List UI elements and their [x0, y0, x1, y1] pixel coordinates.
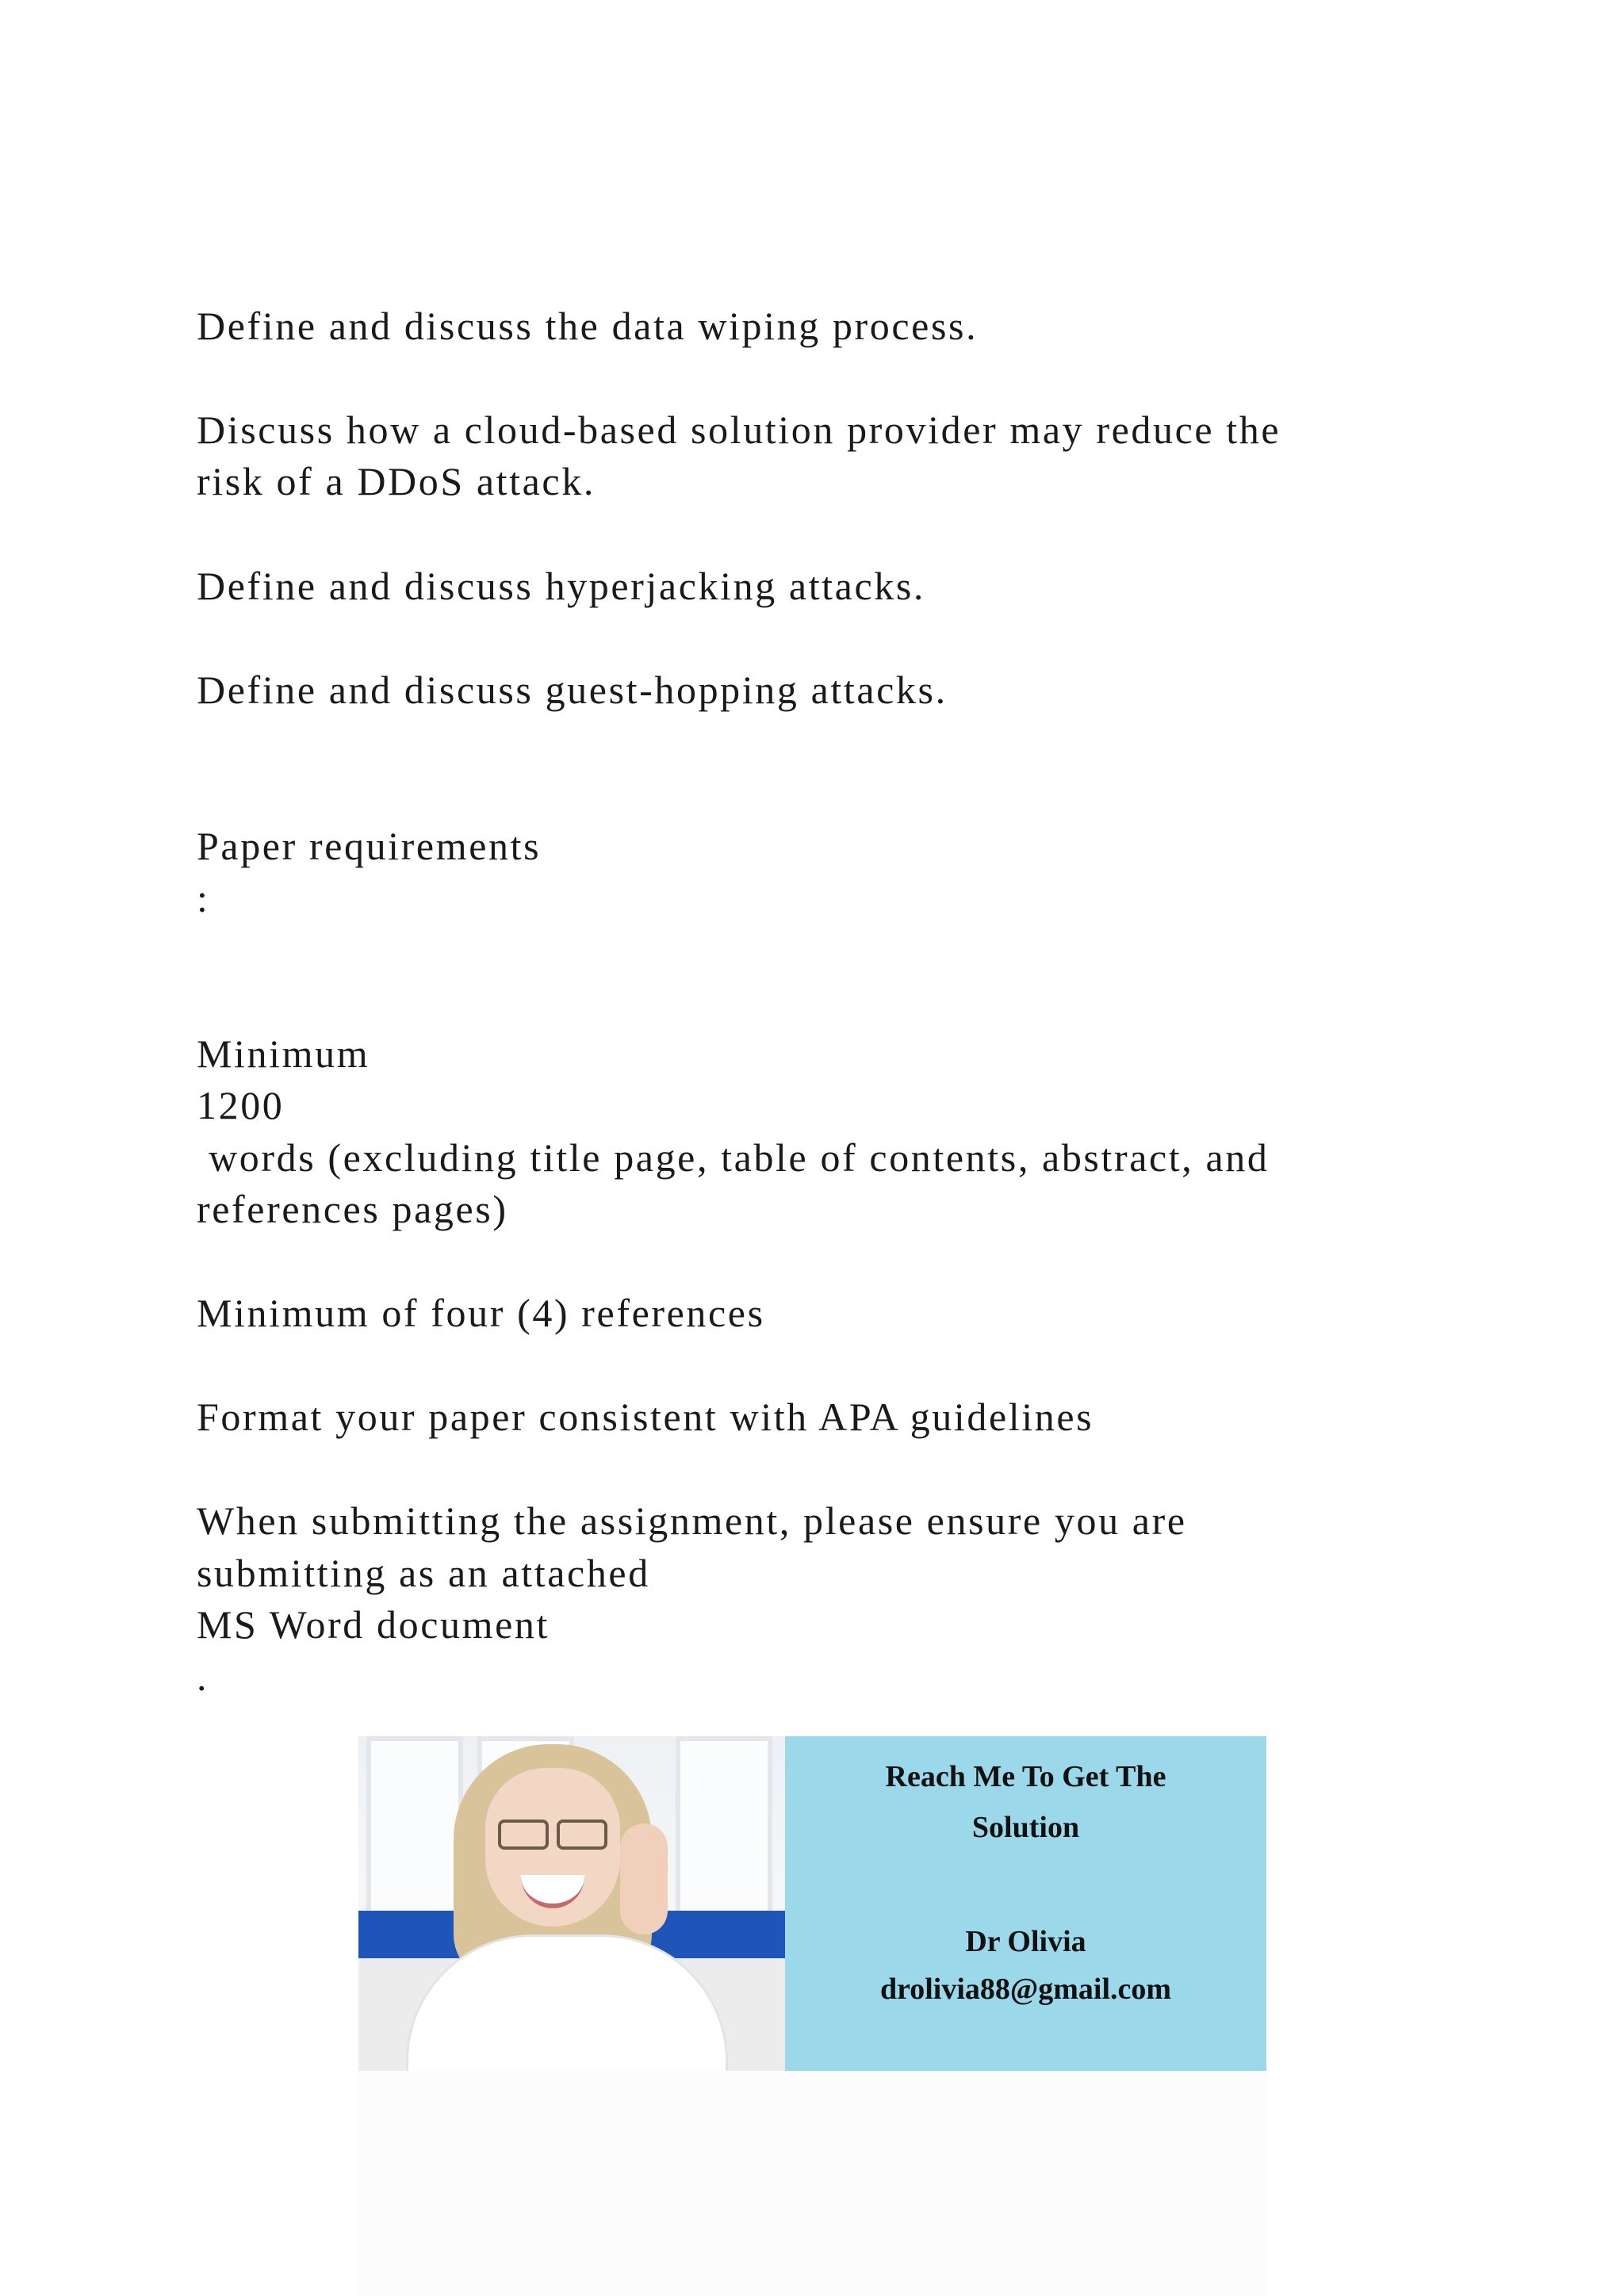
- requirement-words-line-2: references pages): [197, 1187, 508, 1231]
- banner-tagline-line-2: Solution: [971, 1811, 1080, 1844]
- banner-photo: [358, 1736, 785, 2071]
- question-data-wiping: Define and discuss the data wiping process.: [197, 304, 979, 348]
- requirement-minimum-label: Minimum: [197, 1031, 370, 1076]
- question-ddos-line-2: risk of a DDoS attack.: [197, 459, 596, 503]
- question-hyperjacking: Define and discuss hyperjacking attacks.: [197, 564, 926, 608]
- question-ddos-line-1: Discuss how a cloud-based solution provider may reduce the: [197, 408, 1281, 452]
- requirement-submission-line-2: submitting as an attached: [197, 1551, 650, 1595]
- paper-requirements-heading: Paper requirements: [197, 824, 542, 868]
- requirement-submission-period: .: [197, 1655, 209, 1699]
- banner-bottom-area: [358, 2071, 1266, 2296]
- requirement-words-line-1: words (excluding title page, table of contents, abstract, and: [197, 1135, 1270, 1180]
- requirement-references: Minimum of four (4) references: [197, 1291, 765, 1335]
- banner-contact-email: drolivia88@gmail.com: [879, 1973, 1172, 2006]
- banner-tagline-line-1: Reach Me To Get The: [885, 1760, 1166, 1793]
- requirement-submission-line-1: When submitting the assignment, please ensure you are: [197, 1498, 1187, 1543]
- banner-contact-panel: [785, 1736, 1266, 2071]
- question-guest-hopping: Define and discuss guest-hopping attacks.: [197, 668, 948, 712]
- requirement-apa-format: Format your paper consistent with APA guidelines: [197, 1395, 1094, 1439]
- requirement-submission-line-3: MS Word document: [197, 1602, 550, 1647]
- contact-banner: [358, 1736, 1266, 2071]
- banner-contact-name: Dr Olivia: [965, 1925, 1086, 1958]
- paper-requirements-colon: :: [197, 876, 210, 920]
- requirement-word-count: 1200: [197, 1083, 285, 1127]
